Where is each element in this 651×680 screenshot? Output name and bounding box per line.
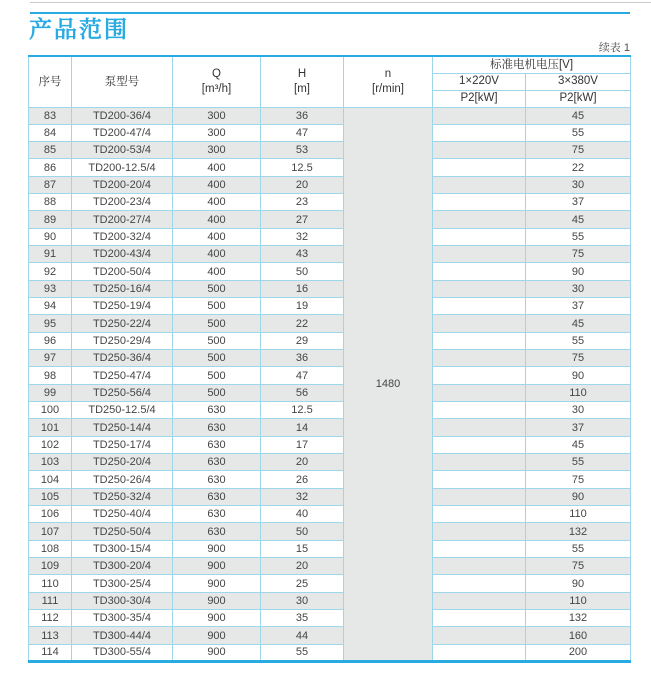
cell-serial: 89 xyxy=(29,211,72,228)
cell-p2-220 xyxy=(433,315,526,332)
cell-serial: 90 xyxy=(29,228,72,245)
table-row xyxy=(29,211,631,228)
col-header-voltage-group: 标准电机电压[V] xyxy=(433,56,631,73)
cell-serial: 103 xyxy=(29,454,72,471)
cell-p2-220 xyxy=(433,627,526,644)
cell-serial: 86 xyxy=(29,159,72,176)
col-header-voltage-220: 1×220V xyxy=(433,73,526,90)
title-accent-rule xyxy=(30,12,630,14)
cell-p2-220 xyxy=(433,280,526,297)
cell-p2-380: 200 xyxy=(526,644,631,661)
cell-model: TD250-17/4 xyxy=(72,436,173,453)
table-row xyxy=(29,436,631,453)
cell-p2-380: 37 xyxy=(526,298,631,315)
cell-serial: 114 xyxy=(29,644,72,661)
cell-flow: 400 xyxy=(173,159,261,176)
table-body xyxy=(29,107,631,662)
table-row xyxy=(29,402,631,419)
table-row xyxy=(29,246,631,263)
cell-p2-220 xyxy=(433,142,526,159)
cell-flow: 630 xyxy=(173,506,261,523)
cell-p2-380: 45 xyxy=(526,107,631,124)
cell-head: 44 xyxy=(261,627,344,644)
table-row xyxy=(29,644,631,661)
table-row xyxy=(29,107,631,124)
table-header xyxy=(29,56,631,107)
cell-head: 27 xyxy=(261,211,344,228)
cell-model: TD300-30/4 xyxy=(72,592,173,609)
cell-model: TD200-47/4 xyxy=(72,124,173,141)
cell-flow: 400 xyxy=(173,194,261,211)
cell-serial: 108 xyxy=(29,540,72,557)
cell-model: TD300-35/4 xyxy=(72,610,173,627)
table-row xyxy=(29,471,631,488)
cell-flow: 900 xyxy=(173,592,261,609)
cell-p2-220 xyxy=(433,332,526,349)
cell-p2-380: 55 xyxy=(526,332,631,349)
cell-serial: 111 xyxy=(29,592,72,609)
cell-model: TD200-50/4 xyxy=(72,263,173,280)
cell-p2-220 xyxy=(433,176,526,193)
cell-p2-380: 75 xyxy=(526,471,631,488)
cell-model: TD250-19/4 xyxy=(72,298,173,315)
table-row xyxy=(29,176,631,193)
cell-flow: 400 xyxy=(173,176,261,193)
cell-flow: 630 xyxy=(173,471,261,488)
cell-p2-220 xyxy=(433,384,526,401)
table-row xyxy=(29,194,631,211)
cell-head: 29 xyxy=(261,332,344,349)
cell-p2-380: 30 xyxy=(526,402,631,419)
table-row xyxy=(29,506,631,523)
cell-serial: 95 xyxy=(29,315,72,332)
cell-serial: 88 xyxy=(29,194,72,211)
cell-flow: 500 xyxy=(173,332,261,349)
cell-model: TD300-20/4 xyxy=(72,558,173,575)
cell-serial: 83 xyxy=(29,107,72,124)
cell-p2-220 xyxy=(433,454,526,471)
cell-p2-220 xyxy=(433,523,526,540)
cell-flow: 900 xyxy=(173,644,261,661)
cell-p2-220 xyxy=(433,436,526,453)
table-row xyxy=(29,592,631,609)
cell-head: 30 xyxy=(261,592,344,609)
cell-serial: 99 xyxy=(29,384,72,401)
cell-head: 47 xyxy=(261,124,344,141)
col-header-head-symbol: H xyxy=(297,68,307,81)
cell-flow: 400 xyxy=(173,228,261,245)
cell-model: TD250-40/4 xyxy=(72,506,173,523)
cell-model: TD250-47/4 xyxy=(72,367,173,384)
cell-model: TD250-29/4 xyxy=(72,332,173,349)
table-row xyxy=(29,315,631,332)
table-row xyxy=(29,488,631,505)
cell-p2-380: 90 xyxy=(526,263,631,280)
cell-head: 23 xyxy=(261,194,344,211)
cell-head: 22 xyxy=(261,315,344,332)
table-row xyxy=(29,124,631,141)
cell-head: 40 xyxy=(261,506,344,523)
cell-serial: 105 xyxy=(29,488,72,505)
cell-p2-220 xyxy=(433,124,526,141)
cell-flow: 500 xyxy=(173,315,261,332)
cell-head: 36 xyxy=(261,107,344,124)
cell-model: TD250-20/4 xyxy=(72,454,173,471)
cell-p2-220 xyxy=(433,211,526,228)
cell-p2-380: 75 xyxy=(526,558,631,575)
cell-head: 35 xyxy=(261,610,344,627)
col-header-speed xyxy=(344,56,433,107)
cell-p2-220 xyxy=(433,488,526,505)
page-top-hairline xyxy=(30,2,651,3)
cell-model: TD250-16/4 xyxy=(72,280,173,297)
cell-flow: 500 xyxy=(173,280,261,297)
cell-p2-380: 55 xyxy=(526,454,631,471)
cell-p2-220 xyxy=(433,263,526,280)
cell-flow: 400 xyxy=(173,263,261,280)
cell-p2-380: 110 xyxy=(526,592,631,609)
cell-model: TD250-32/4 xyxy=(72,488,173,505)
cell-flow: 300 xyxy=(173,124,261,141)
col-header-head-unit: [m] xyxy=(294,82,310,95)
cell-head: 32 xyxy=(261,228,344,245)
table-row xyxy=(29,419,631,436)
cell-p2-220 xyxy=(433,246,526,263)
col-header-voltage-380: 3×380V xyxy=(526,73,631,90)
cell-flow: 900 xyxy=(173,558,261,575)
table-row xyxy=(29,523,631,540)
cell-head: 20 xyxy=(261,454,344,471)
cell-p2-380: 110 xyxy=(526,506,631,523)
cell-p2-220 xyxy=(433,592,526,609)
cell-p2-380: 75 xyxy=(526,246,631,263)
cell-p2-380: 110 xyxy=(526,384,631,401)
table-row xyxy=(29,367,631,384)
cell-serial: 93 xyxy=(29,280,72,297)
cell-flow: 630 xyxy=(173,436,261,453)
cell-p2-220 xyxy=(433,506,526,523)
cell-model: TD300-44/4 xyxy=(72,627,173,644)
cell-head: 53 xyxy=(261,142,344,159)
cell-model: TD250-36/4 xyxy=(72,350,173,367)
table-row xyxy=(29,332,631,349)
cell-p2-220 xyxy=(433,402,526,419)
col-header-flow-symbol: Q xyxy=(212,68,221,81)
cell-serial: 96 xyxy=(29,332,72,349)
cell-model: TD250-56/4 xyxy=(72,384,173,401)
cell-model: TD200-23/4 xyxy=(72,194,173,211)
col-header-flow-unit: [m³/h] xyxy=(201,82,232,95)
cell-model: TD300-55/4 xyxy=(72,644,173,661)
cell-flow: 300 xyxy=(173,142,261,159)
cell-serial: 107 xyxy=(29,523,72,540)
table-row xyxy=(29,159,631,176)
cell-model: TD200-12.5/4 xyxy=(72,159,173,176)
cell-serial: 87 xyxy=(29,176,72,193)
cell-head: 47 xyxy=(261,367,344,384)
cell-p2-380: 55 xyxy=(526,540,631,557)
cell-p2-220 xyxy=(433,194,526,211)
cell-head: 26 xyxy=(261,471,344,488)
cell-head: 50 xyxy=(261,263,344,280)
cell-head: 20 xyxy=(261,558,344,575)
cell-model: TD250-12.5/4 xyxy=(72,402,173,419)
table-row xyxy=(29,558,631,575)
cell-flow: 300 xyxy=(173,107,261,124)
cell-p2-380: 30 xyxy=(526,280,631,297)
table-row xyxy=(29,142,631,159)
cell-p2-380: 45 xyxy=(526,315,631,332)
cell-p2-220 xyxy=(433,350,526,367)
cell-p2-220 xyxy=(433,644,526,661)
cell-p2-380: 45 xyxy=(526,436,631,453)
cell-flow: 630 xyxy=(173,523,261,540)
cell-serial: 112 xyxy=(29,610,72,627)
cell-model: TD250-26/4 xyxy=(72,471,173,488)
cell-p2-380: 90 xyxy=(526,367,631,384)
cell-serial: 85 xyxy=(29,142,72,159)
col-header-speed-symbol: n xyxy=(384,68,392,81)
cell-head: 12.5 xyxy=(261,159,344,176)
col-header-p2-220: P2[kW] xyxy=(433,90,526,107)
cell-p2-220 xyxy=(433,419,526,436)
cell-flow: 400 xyxy=(173,211,261,228)
cell-flow: 630 xyxy=(173,454,261,471)
cell-serial: 101 xyxy=(29,419,72,436)
cell-head: 43 xyxy=(261,246,344,263)
cell-p2-220 xyxy=(433,367,526,384)
col-header-flow xyxy=(173,56,261,107)
cell-head: 14 xyxy=(261,419,344,436)
cell-p2-220 xyxy=(433,558,526,575)
cell-p2-220 xyxy=(433,298,526,315)
cell-serial: 102 xyxy=(29,436,72,453)
speed-merged-cell: 1480 xyxy=(344,107,433,662)
table-row xyxy=(29,298,631,315)
cell-flow: 900 xyxy=(173,610,261,627)
table-row xyxy=(29,540,631,557)
cell-p2-380: 132 xyxy=(526,610,631,627)
cell-model: TD250-14/4 xyxy=(72,419,173,436)
cell-p2-380: 90 xyxy=(526,488,631,505)
cell-flow: 630 xyxy=(173,488,261,505)
cell-p2-220 xyxy=(433,540,526,557)
cell-p2-380: 75 xyxy=(526,142,631,159)
table-row xyxy=(29,610,631,627)
cell-flow: 630 xyxy=(173,402,261,419)
table-row xyxy=(29,454,631,471)
cell-head: 50 xyxy=(261,523,344,540)
cell-model: TD200-53/4 xyxy=(72,142,173,159)
cell-head: 32 xyxy=(261,488,344,505)
col-header-model: 泵型号 xyxy=(72,56,173,107)
cell-serial: 109 xyxy=(29,558,72,575)
cell-serial: 94 xyxy=(29,298,72,315)
cell-serial: 100 xyxy=(29,402,72,419)
cell-head: 17 xyxy=(261,436,344,453)
cell-serial: 113 xyxy=(29,627,72,644)
cell-p2-220 xyxy=(433,471,526,488)
col-header-speed-unit: [r/min] xyxy=(372,82,404,95)
cell-head: 55 xyxy=(261,644,344,661)
cell-serial: 92 xyxy=(29,263,72,280)
cell-p2-380: 37 xyxy=(526,194,631,211)
cell-head: 15 xyxy=(261,540,344,557)
cell-p2-380: 55 xyxy=(526,124,631,141)
cell-head: 12.5 xyxy=(261,402,344,419)
cell-head: 25 xyxy=(261,575,344,592)
cell-model: TD300-15/4 xyxy=(72,540,173,557)
cell-serial: 84 xyxy=(29,124,72,141)
cell-serial: 110 xyxy=(29,575,72,592)
cell-flow: 500 xyxy=(173,350,261,367)
cell-head: 20 xyxy=(261,176,344,193)
col-header-head xyxy=(261,56,344,107)
cell-p2-220 xyxy=(433,159,526,176)
cell-p2-380: 37 xyxy=(526,419,631,436)
cell-model: TD300-25/4 xyxy=(72,575,173,592)
cell-model: TD200-32/4 xyxy=(72,228,173,245)
cell-flow: 500 xyxy=(173,367,261,384)
cell-model: TD250-50/4 xyxy=(72,523,173,540)
table-row xyxy=(29,575,631,592)
header-row-1 xyxy=(29,56,631,73)
col-header-p2-380: P2[kW] xyxy=(526,90,631,107)
cell-p2-220 xyxy=(433,228,526,245)
cell-p2-220 xyxy=(433,107,526,124)
cell-serial: 97 xyxy=(29,350,72,367)
cell-head: 16 xyxy=(261,280,344,297)
cell-p2-380: 30 xyxy=(526,176,631,193)
cell-p2-380: 90 xyxy=(526,575,631,592)
cell-p2-380: 132 xyxy=(526,523,631,540)
table-row xyxy=(29,384,631,401)
cell-p2-220 xyxy=(433,610,526,627)
cell-model: TD200-43/4 xyxy=(72,246,173,263)
cell-serial: 98 xyxy=(29,367,72,384)
cell-serial: 91 xyxy=(29,246,72,263)
cell-p2-380: 45 xyxy=(526,211,631,228)
cell-flow: 500 xyxy=(173,384,261,401)
cell-serial: 104 xyxy=(29,471,72,488)
col-header-serial: 序号 xyxy=(29,56,72,107)
cell-p2-380: 75 xyxy=(526,350,631,367)
cell-flow: 500 xyxy=(173,298,261,315)
table-row xyxy=(29,263,631,280)
cell-p2-380: 22 xyxy=(526,159,631,176)
cell-flow: 400 xyxy=(173,246,261,263)
cell-p2-380: 55 xyxy=(526,228,631,245)
cell-model: TD200-20/4 xyxy=(72,176,173,193)
cell-head: 36 xyxy=(261,350,344,367)
cell-model: TD250-22/4 xyxy=(72,315,173,332)
cell-flow: 900 xyxy=(173,540,261,557)
cell-p2-220 xyxy=(433,575,526,592)
table-row xyxy=(29,627,631,644)
table-row xyxy=(29,280,631,297)
table-row xyxy=(29,228,631,245)
cell-model: TD200-36/4 xyxy=(72,107,173,124)
cell-head: 19 xyxy=(261,298,344,315)
continued-table-label: 续表 1 xyxy=(598,42,630,54)
page-title: 产品范围 xyxy=(29,16,129,42)
cell-serial: 106 xyxy=(29,506,72,523)
cell-flow: 900 xyxy=(173,627,261,644)
cell-model: TD200-27/4 xyxy=(72,211,173,228)
table-row xyxy=(29,350,631,367)
cell-flow: 630 xyxy=(173,419,261,436)
product-range-table xyxy=(28,55,631,663)
cell-p2-380: 160 xyxy=(526,627,631,644)
cell-head: 56 xyxy=(261,384,344,401)
cell-flow: 900 xyxy=(173,575,261,592)
